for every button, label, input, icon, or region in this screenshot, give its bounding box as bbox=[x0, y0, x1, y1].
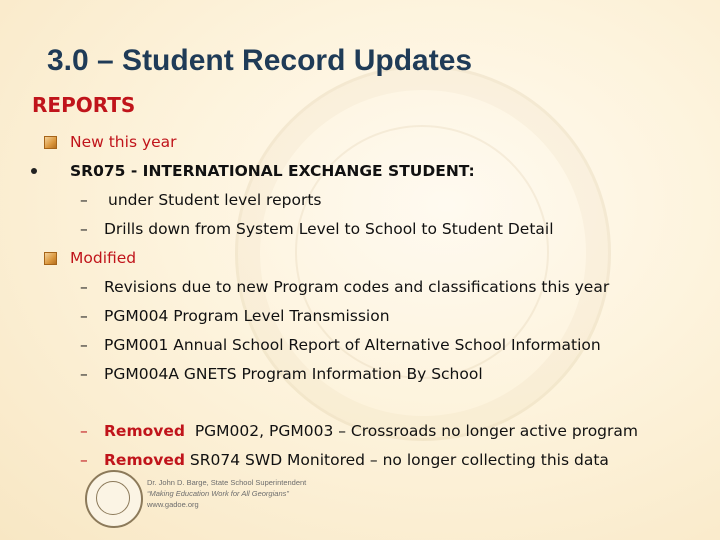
new-this-year-label: New this year bbox=[70, 133, 177, 151]
new-report-detail: under Student level reports bbox=[108, 191, 322, 209]
new-report-detail: Drills down from System Level to School to Student Detail bbox=[104, 220, 554, 238]
dash-bullet-icon: – bbox=[80, 278, 88, 296]
footer-text bbox=[147, 477, 306, 510]
footer-superintendent: Dr. John D. Barge, State School Superintendent bbox=[147, 478, 307, 487]
georgia-doe-seal-icon bbox=[85, 470, 143, 528]
removed-label: Removed bbox=[104, 422, 185, 440]
modified-label: Modified bbox=[70, 249, 137, 267]
footer-website: www.gadoe.org bbox=[147, 500, 199, 509]
modified-item: PGM004 Program Level Transmission bbox=[104, 307, 390, 325]
removed-item-text: SR074 SWD Monitored – no longer collecting this data bbox=[189, 451, 609, 469]
modified-item: Revisions due to new Program codes and classifications this year bbox=[104, 278, 610, 296]
dash-bullet-icon: – bbox=[80, 307, 88, 325]
dash-bullet-icon: – bbox=[80, 451, 88, 469]
removed-item bbox=[104, 421, 638, 441]
new-report-title: SR075 - INTERNATIONAL EXCHANGE STUDENT: bbox=[70, 162, 475, 180]
removed-item-text: PGM002, PGM003 – Crossroads no longer active program bbox=[194, 422, 638, 440]
round-bullet-icon bbox=[31, 168, 37, 174]
slide-title: 3.0 – Student Record Updates bbox=[47, 44, 473, 77]
removed-item bbox=[104, 450, 609, 470]
square-bullet-icon bbox=[44, 136, 57, 149]
removed-label: Removed bbox=[104, 451, 185, 469]
modified-item: PGM004A GNETS Program Information By School bbox=[104, 365, 483, 383]
footer bbox=[85, 470, 485, 530]
footer-motto: “Making Education Work for All Georgians” bbox=[147, 489, 289, 498]
dash-bullet-icon: – bbox=[80, 365, 88, 383]
modified-item: PGM001 Annual School Report of Alternative School Information bbox=[104, 336, 601, 354]
dash-bullet-icon: – bbox=[80, 422, 88, 440]
dash-bullet-icon: – bbox=[80, 336, 88, 354]
dash-bullet-icon: – bbox=[80, 220, 88, 238]
section-heading: REPORTS bbox=[32, 93, 136, 117]
dash-bullet-icon: – bbox=[80, 191, 88, 209]
square-bullet-icon bbox=[44, 252, 57, 265]
